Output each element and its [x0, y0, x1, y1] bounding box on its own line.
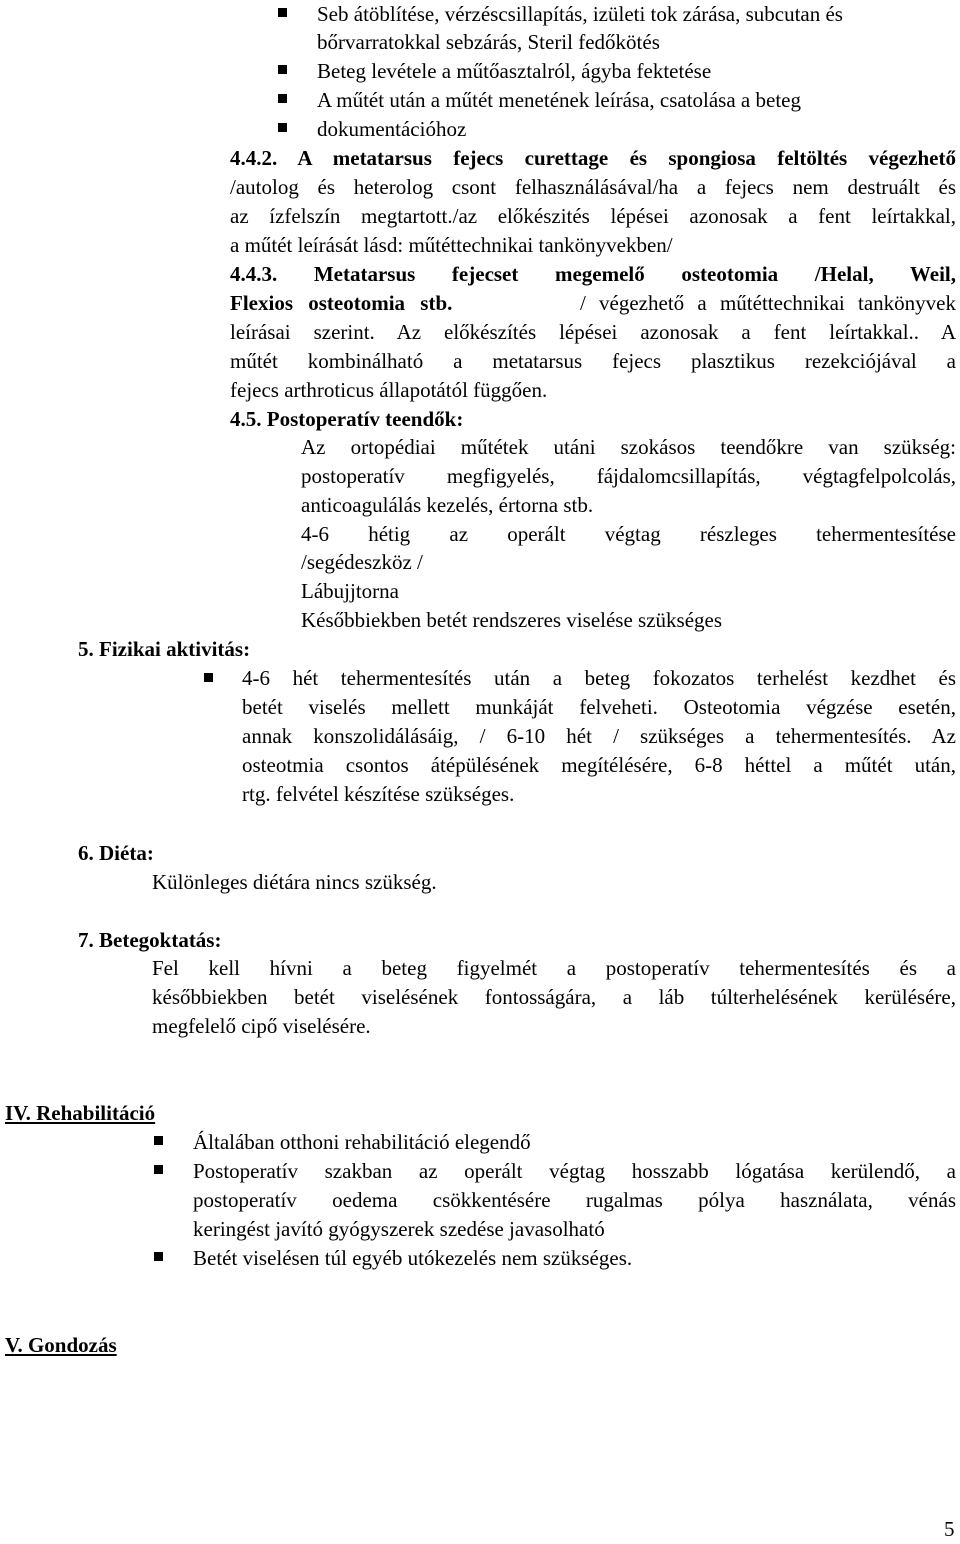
heading-bold-part: Flexios osteotomia stb.	[230, 291, 453, 315]
list-item: A műtét után a műtét menetének leírása, csatolása a beteg	[317, 88, 801, 112]
list-item-continuation: postoperatív oedema csökkentésére rugalmas pólya használata, vénás	[193, 1188, 956, 1212]
list-item-continuation: bőrvarratokkal sebzárás, Steril fedőkötés	[317, 30, 660, 54]
page-number: 5	[944, 1517, 955, 1541]
section-heading-v: V. Gondozás	[5, 1333, 117, 1357]
section-heading-6: 6. Diéta:	[78, 841, 154, 865]
list-item-continuation: keringést javító gyógyszerek szedése javasolható	[193, 1217, 605, 1241]
list-item: Beteg levétele a műtőasztalról, ágyba fektetése	[317, 59, 712, 83]
paragraph-line: Különleges diétára nincs szükség.	[152, 870, 437, 894]
section-heading-4-4-3: 4.4.3. Metatarsus fejecset megemelő osteotomia /Helal, Weil,	[230, 262, 956, 286]
bullet-marker	[154, 1136, 163, 1145]
list-item: Betét viselésen túl egyéb utókezelés nem szükséges.	[193, 1246, 633, 1270]
paragraph-line: osteotmia csontos átépülésének megítélésére, 6-8 héttel a műtét után,	[242, 753, 956, 777]
list-item: Seb átöblítése, vérzéscsillapítás, izületi tok zárása, subcutan és	[317, 2, 843, 26]
bullet-marker	[278, 8, 287, 17]
section-heading-4-5: 4.5. Postoperatív teendők:	[230, 407, 464, 431]
paragraph-line: postoperatív megfigyelés, fájdalomcsillapítás, végtagfelpolcolás,	[301, 464, 956, 488]
bullet-marker	[154, 1252, 163, 1261]
paragraph-line: 4-6 hét tehermentesítés után a beteg fokozatos terhelést kezdhet és	[242, 666, 956, 690]
bullet-marker	[278, 94, 287, 103]
paragraph-line: fejecs arthroticus állapotától függően.	[230, 378, 548, 402]
heading-rest: / végezhető a műtéttechnikai tankönyvek	[579, 291, 956, 315]
section-heading-iv: IV. Rehabilitáció	[5, 1101, 156, 1125]
bullet-marker	[278, 65, 287, 74]
paragraph-line: /autolog és heterolog csont felhasználásával/ha a fejecs nem destruált és	[230, 175, 956, 199]
bullet-marker	[278, 123, 287, 132]
paragraph-line: az ízfelszín megtartott./az előkészités lépései azonosak a fent leírtakkal,	[230, 204, 956, 228]
list-item: Általában otthoni rehabilitáció elegendő	[193, 1130, 531, 1154]
paragraph-line: megfelelő cipő viselésére.	[152, 1014, 371, 1038]
paragraph-line: Fel kell hívni a beteg figyelmét a postoperatív tehermentesítés és a	[152, 956, 956, 980]
paragraph-line: leírásai szerint. Az előkészítés lépései azonosak a fent leírtakkal.. A	[230, 320, 956, 344]
paragraph-line: anticoagulálás kezelés, értorna stb.	[301, 493, 594, 517]
paragraph-line: Az ortopédiai műtétek utáni szokásos teendőkre van szükség:	[301, 435, 956, 459]
paragraph-line: betét viselés mellett munkáját felveheti. Osteotomia végzése esetén,	[242, 695, 956, 719]
paragraph-line: Lábujjtorna	[301, 579, 399, 603]
paragraph-line: /segédeszköz /	[301, 550, 423, 574]
paragraph-line: Későbbiekben betét rendszeres viselése szükséges	[301, 608, 723, 632]
section-heading-4-4-2: 4.4.2. A metatarsus fejecs curettage és spongiosa feltöltés végezhető	[230, 146, 956, 170]
section-heading-4-4-3-cont	[230, 289, 956, 318]
list-item: Postoperatív szakban az operált végtag hosszabb lógatása kerülendő, a	[193, 1159, 956, 1183]
list-item-continuation: dokumentációhoz	[317, 117, 467, 141]
paragraph-line: műtét kombinálható a metatarsus fejecs plasztikus rezekciójával a	[230, 349, 956, 373]
bullet-marker	[154, 1165, 163, 1174]
paragraph-line: rtg. felvétel készítése szükséges.	[242, 782, 515, 806]
paragraph-line: 4-6 hétig az operált végtag részleges tehermentesítése	[301, 522, 956, 546]
section-heading-7: 7. Betegoktatás:	[78, 928, 222, 952]
bullet-marker	[204, 673, 213, 682]
section-heading-5: 5. Fizikai aktivitás:	[78, 637, 251, 661]
paragraph-line: a műtét leírását lásd: műtéttechnikai tankönyvekben/	[230, 233, 673, 257]
paragraph-line: későbbiekben betét viselésének fontosságára, a láb túlterhelésének kerülésére,	[152, 985, 956, 1009]
paragraph-line: annak konszolidálásáig, / 6-10 hét / szükséges a tehermentesítés. Az	[242, 724, 956, 748]
